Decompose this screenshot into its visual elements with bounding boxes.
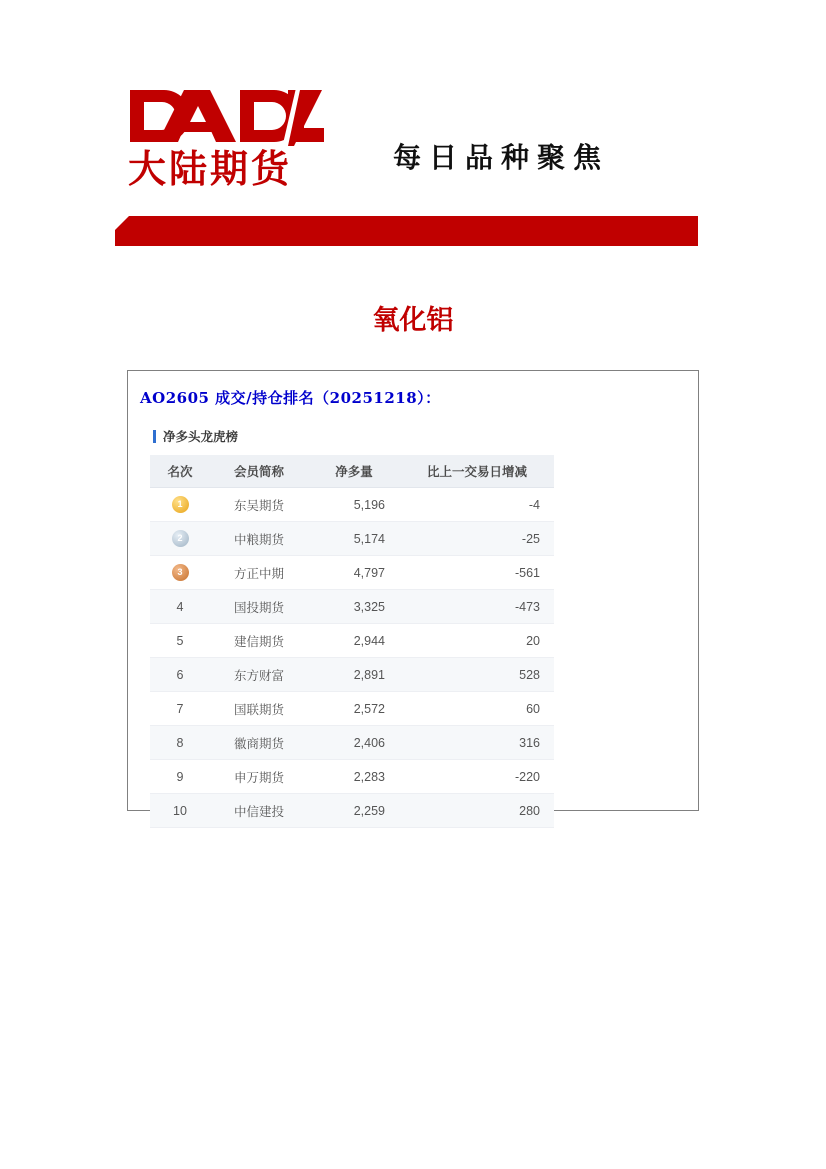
table-row <box>150 522 554 556</box>
medal-silver-icon: 2 <box>172 530 189 547</box>
table-row <box>150 488 554 522</box>
box-heading: AO2605 成交/持仓排名（20251218）： <box>140 389 441 407</box>
cell-netlong: 2,283 <box>308 760 399 794</box>
cell-member[interactable]: 建信期货 <box>210 624 308 658</box>
cell-rank <box>150 522 210 556</box>
cell-member[interactable]: 东方财富 <box>210 658 308 692</box>
column-header-rank: 名次 <box>150 455 210 488</box>
cell-change: -4 <box>399 488 554 522</box>
logo-mark-icon <box>128 88 324 148</box>
cell-rank <box>150 488 210 522</box>
medal-gold-icon: 1 <box>172 496 189 513</box>
page-title: 氧化铝 <box>372 305 454 336</box>
cell-netlong: 3,325 <box>308 590 399 624</box>
column-header-member: 会员简称 <box>210 455 308 488</box>
banner-shape <box>115 216 698 246</box>
cell-change: 60 <box>399 692 554 726</box>
cell-rank <box>150 556 210 590</box>
cell-netlong: 2,572 <box>308 692 399 726</box>
cell-member[interactable]: 方正中期 <box>210 556 308 590</box>
document-header <box>128 88 698 198</box>
cell-rank: 6 <box>150 658 210 692</box>
medal-bronze-icon: 3 <box>172 564 189 581</box>
cell-change: -561 <box>399 556 554 590</box>
table-row <box>150 658 554 692</box>
cell-member[interactable]: 国投期货 <box>210 590 308 624</box>
table-row <box>150 692 554 726</box>
table-row <box>150 556 554 590</box>
accent-bar-icon <box>153 430 156 443</box>
ranking-table <box>150 455 554 828</box>
cell-change: -473 <box>399 590 554 624</box>
cell-netlong: 2,406 <box>308 726 399 760</box>
cell-rank: 7 <box>150 692 210 726</box>
table-row <box>150 794 554 828</box>
table-row <box>150 726 554 760</box>
cell-member[interactable]: 徽商期货 <box>210 726 308 760</box>
cell-change: 316 <box>399 726 554 760</box>
red-banner <box>115 216 698 246</box>
logo-text-cn: 大陆期货 <box>128 147 293 191</box>
table-row <box>150 760 554 794</box>
cell-netlong: 5,196 <box>308 488 399 522</box>
table-row <box>150 624 554 658</box>
cell-rank: 9 <box>150 760 210 794</box>
report-title: 每日品种聚焦 <box>393 141 610 174</box>
content-box <box>127 370 699 819</box>
cell-change: -25 <box>399 522 554 556</box>
company-logo <box>128 88 328 198</box>
column-header-netlong: 净多量 <box>308 455 399 488</box>
cell-rank: 8 <box>150 726 210 760</box>
cell-rank: 5 <box>150 624 210 658</box>
cell-member[interactable]: 国联期货 <box>210 692 308 726</box>
table-row <box>150 590 554 624</box>
cell-netlong: 2,944 <box>308 624 399 658</box>
cell-change: 280 <box>399 794 554 828</box>
cell-change: 528 <box>399 658 554 692</box>
cell-change: 20 <box>399 624 554 658</box>
cell-netlong: 2,891 <box>308 658 399 692</box>
column-header-change: 比上一交易日增减 <box>399 455 554 488</box>
cell-netlong: 2,259 <box>308 794 399 828</box>
table-header-row <box>150 455 554 488</box>
cell-member[interactable]: 申万期货 <box>210 760 308 794</box>
cell-change: -220 <box>399 760 554 794</box>
cell-member[interactable]: 中信建投 <box>210 794 308 828</box>
cell-netlong: 5,174 <box>308 522 399 556</box>
cell-rank: 10 <box>150 794 210 828</box>
cell-member[interactable]: 东吴期货 <box>210 488 308 522</box>
ranking-widget <box>150 427 548 828</box>
cell-rank: 4 <box>150 590 210 624</box>
ranking-widget-title <box>150 427 548 445</box>
cell-member[interactable]: 中粮期货 <box>210 522 308 556</box>
cell-netlong: 4,797 <box>308 556 399 590</box>
ranking-widget-title-label: 净多头龙虎榜 <box>163 430 239 444</box>
